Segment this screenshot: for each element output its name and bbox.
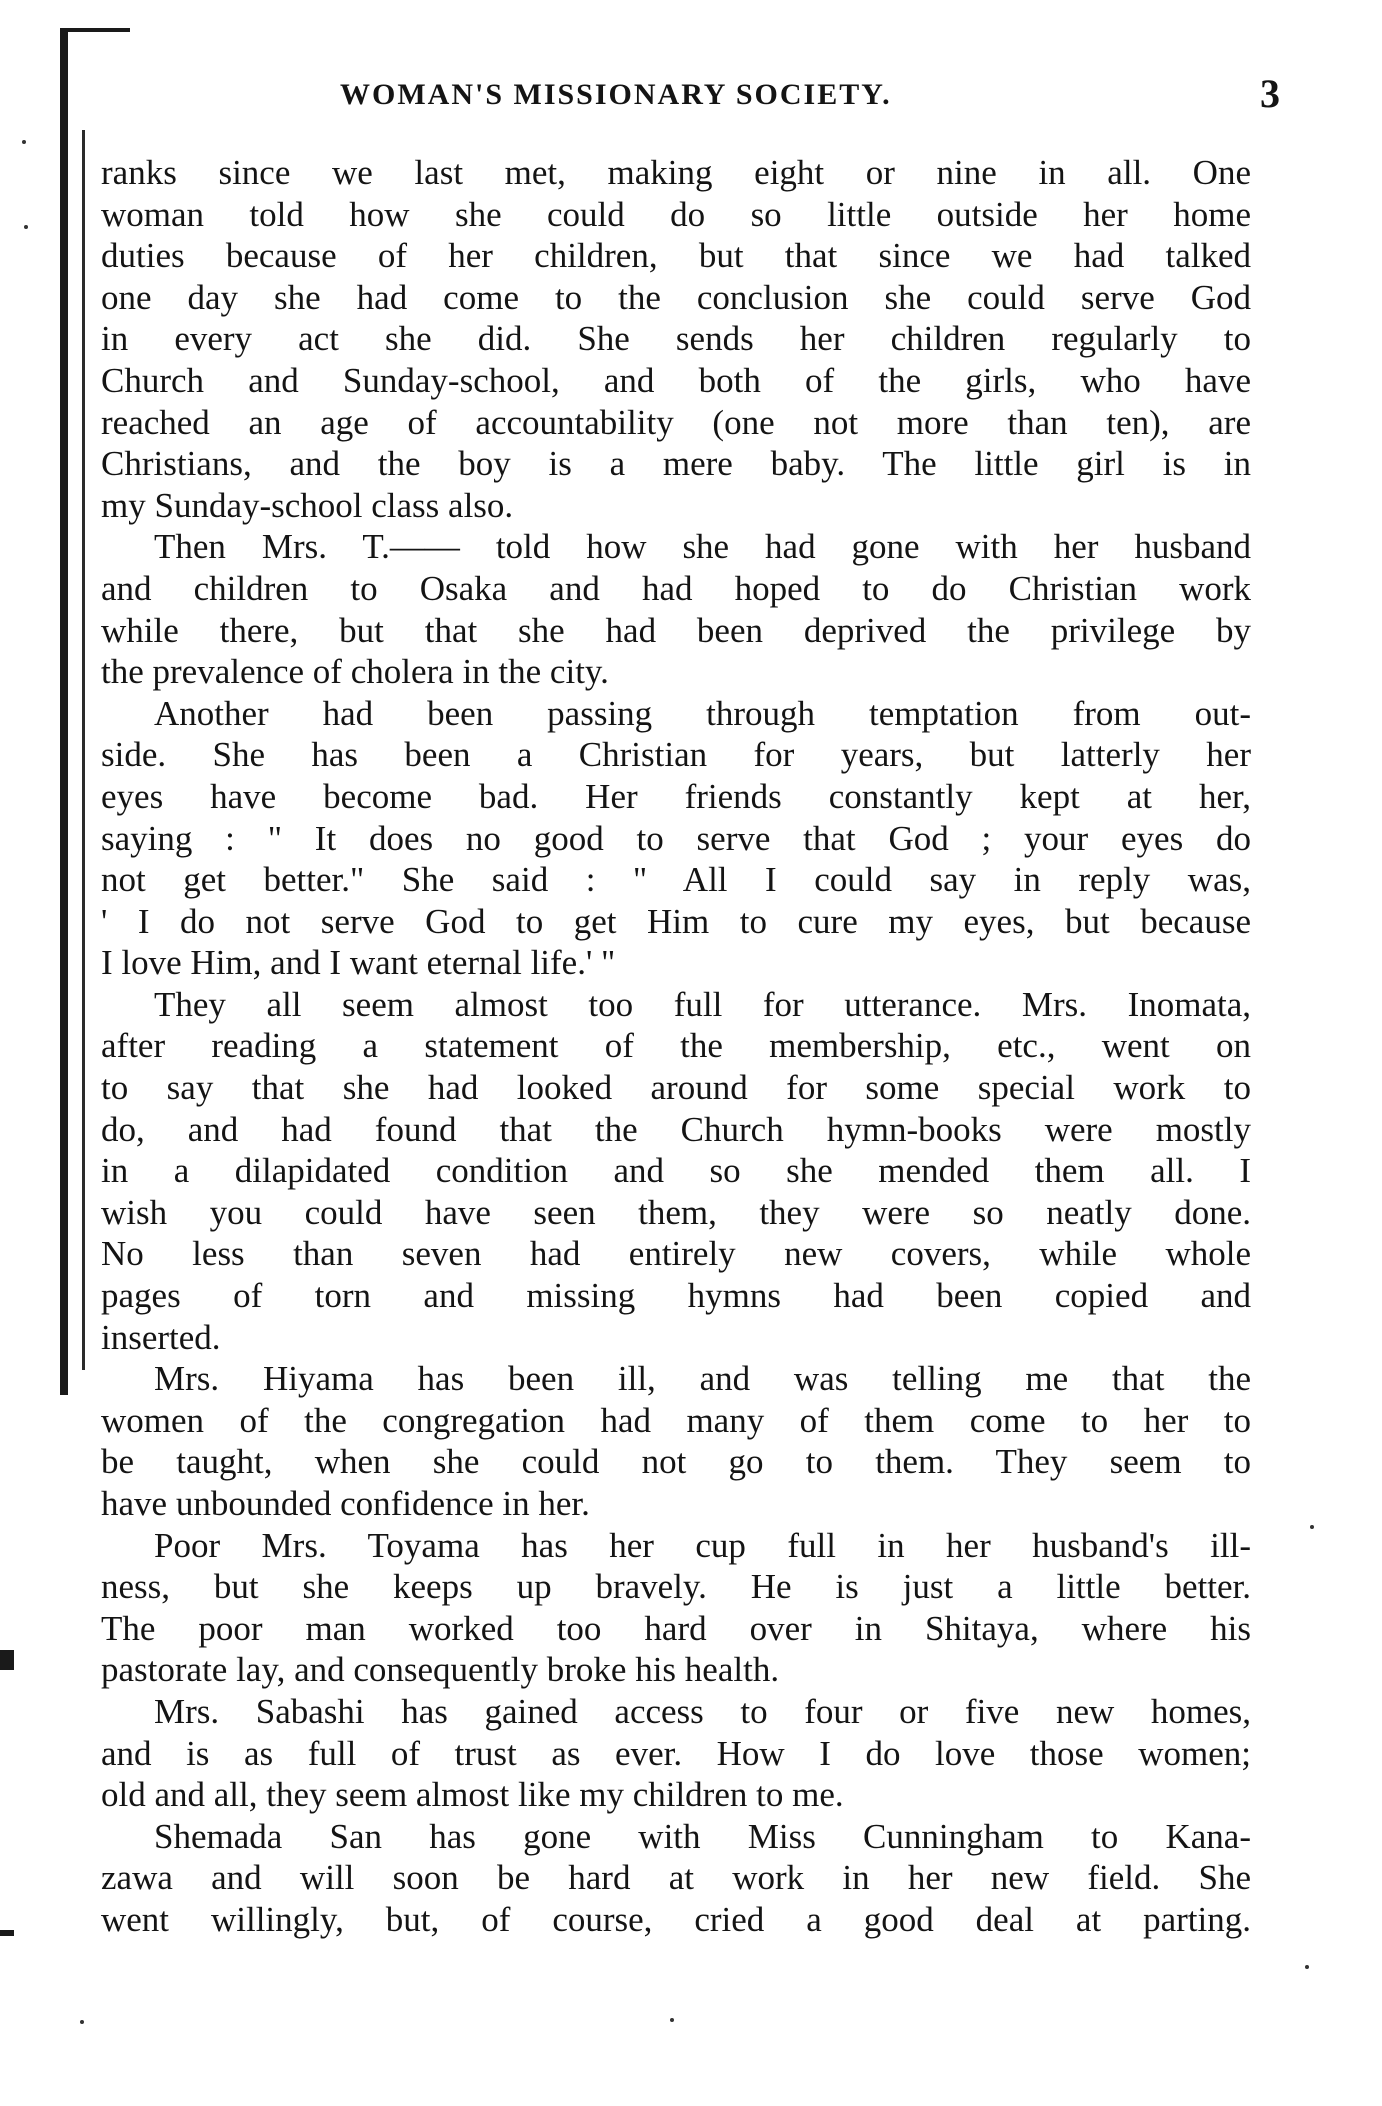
text-line: Then Mrs. T.—— told how she had gone with her husband — [154, 527, 1251, 567]
text-line: No less than seven had entirely new covers, while whole — [101, 1234, 1251, 1274]
binding-edge — [60, 30, 68, 1395]
edge-mark — [0, 1650, 14, 1670]
scan-speck — [1310, 1525, 1314, 1529]
text-line: reached an age of accountability (one not more than ten), are — [101, 402, 1251, 442]
text-line: not get better." She said : " All I could say in reply was, — [101, 860, 1251, 900]
text-line: Church and Sunday-school, and both of the girls, who have — [101, 360, 1251, 400]
text-line: pastorate lay, and consequently broke his health. — [101, 1650, 780, 1690]
text-line: after reading a statement of the membership, etc., went on — [101, 1026, 1251, 1066]
text-line: I love Him, and I want eternal life.' " — [101, 943, 616, 983]
body-text — [101, 152, 1251, 1941]
text-line: and children to Osaka and had hoped to do Christian work — [101, 568, 1251, 608]
text-line: Christians, and the boy is a mere baby. The little girl is in — [101, 444, 1251, 484]
text-line: in a dilapidated condition and so she mended them all. I — [101, 1151, 1251, 1191]
text-line: ness, but she keeps up bravely. He is just a little better. — [101, 1567, 1251, 1607]
text-line: pages of torn and missing hymns had been copied and — [101, 1276, 1251, 1316]
text-line: Mrs. Sabashi has gained access to four or five new homes, — [154, 1691, 1251, 1731]
text-line: duties because of her children, but that since we had talked — [101, 236, 1251, 276]
text-line: have unbounded confidence in her. — [101, 1484, 590, 1523]
text-line: Another had been passing through temptation from out- — [154, 693, 1251, 733]
text-line: one day she had come to the conclusion she could serve God — [101, 277, 1251, 317]
scan-speck — [80, 2020, 84, 2024]
text-line: Shemada San has gone with Miss Cunningham to Kana- — [154, 1816, 1251, 1856]
text-line: ' I do not serve God to get Him to cure my eyes, but because — [101, 901, 1251, 941]
scan-speck — [22, 140, 26, 144]
page-number: 3 — [1260, 71, 1280, 116]
text-line: woman told how she could do so little outside her home — [101, 194, 1251, 234]
text-line: women of the congregation had many of them come to her to — [101, 1400, 1251, 1440]
text-line: The poor man worked too hard over in Shitaya, where his — [101, 1608, 1251, 1648]
text-line: inserted. — [101, 1317, 221, 1357]
text-line: to say that she had looked around for some special work to — [101, 1068, 1251, 1108]
text-line: Poor Mrs. Toyama has her cup full in her husband's ill- — [154, 1525, 1251, 1565]
page-header — [340, 70, 1280, 120]
text-line: went willingly, but, of course, cried a good deal at parting. — [101, 1899, 1251, 1939]
text-line: while there, but that she had been deprived the privilege by — [101, 610, 1251, 650]
text-line: eyes have become bad. Her friends constantly kept at her, — [101, 776, 1251, 816]
text-line: old and all, they seem almost like my children to me. — [101, 1775, 844, 1815]
scan-speck — [670, 2018, 674, 2022]
binding-shadow — [82, 130, 85, 1370]
text-line: be taught, when she could not go to them. They seem to — [101, 1442, 1251, 1482]
running-head: WOMAN'S MISSIONARY SOCIETY. — [340, 78, 892, 111]
text-line: zawa and will soon be hard at work in her new field. She — [101, 1858, 1251, 1898]
binding-mark — [60, 28, 130, 32]
text-line: do, and had found that the Church hymn-books were mostly — [101, 1109, 1251, 1149]
text-line: my Sunday-school class also. — [101, 485, 514, 525]
text-line: side. She has been a Christian for years, but latterly her — [101, 735, 1251, 775]
text-line: and is as full of trust as ever. How I do love those women; — [101, 1733, 1251, 1773]
scan-speck — [1305, 1965, 1309, 1969]
text-line: saying : " It does no good to serve that God ; your eyes do — [101, 818, 1251, 858]
scan-speck — [24, 225, 28, 229]
text-line: the prevalence of cholera in the city. — [101, 652, 609, 692]
text-line: in every act she did. She sends her children regularly to — [101, 319, 1251, 359]
text-line: wish you could have seen them, they were so neatly done. — [101, 1192, 1251, 1232]
text-line: ranks since we last met, making eight or nine in all. One — [101, 153, 1251, 192]
edge-mark — [0, 1930, 14, 1936]
text-line: Mrs. Hiyama has been ill, and was telling me that the — [154, 1359, 1251, 1399]
text-line: They all seem almost too full for utterance. Mrs. Inomata, — [154, 984, 1251, 1024]
